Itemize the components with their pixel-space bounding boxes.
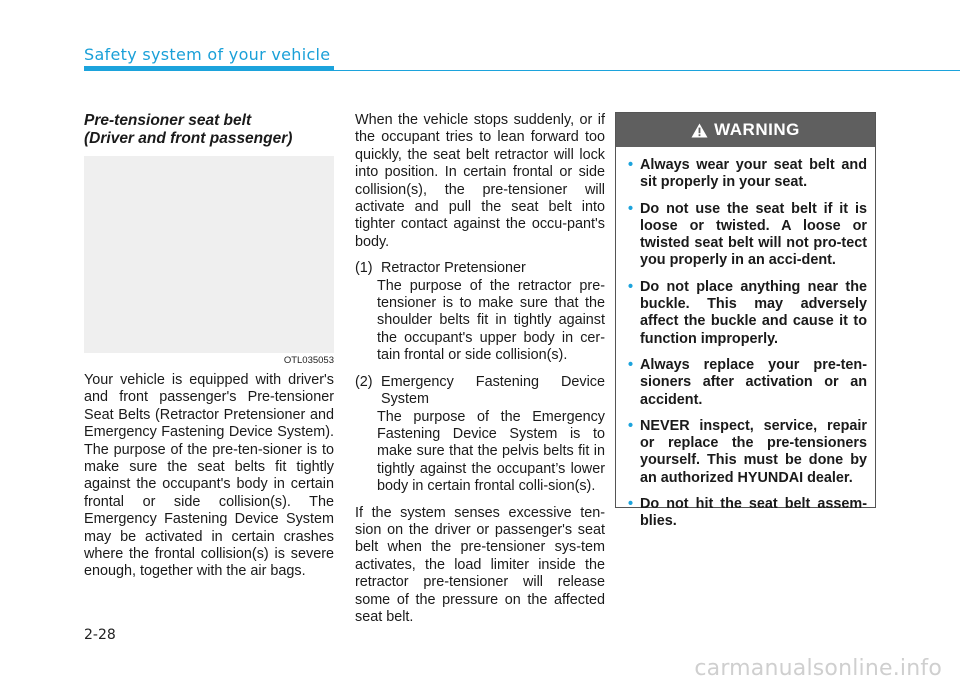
heading-line-1: Pre-tensioner seat belt	[84, 112, 252, 129]
list-item-retractor	[355, 260, 605, 364]
section-heading	[84, 112, 334, 148]
seat-belt-illustration	[84, 156, 334, 366]
list-body: The purpose of the retractor pre-tensioner is to make sure that the shoulder belts fit in tightly against the occupant's upper body in cer-tain frontal or side collision(s).	[377, 277, 605, 364]
header-rule-thick	[84, 66, 334, 71]
intro-paragraph: When the vehicle stops suddenly, or if the occupant tries to lean forward too quickly, the seat belt retractor will lock into position. In certain frontal or side collision(s), the pre-tensioner will activate and pull the seat belt into tighter contact against the occu-pant's body.	[355, 112, 605, 250]
image-code: OTL035053	[283, 355, 334, 366]
list-number: (1)	[355, 260, 373, 277]
middle-column	[355, 112, 605, 635]
warning-title: WARNING	[714, 120, 800, 139]
warning-list	[616, 147, 875, 531]
watermark: carmanualsonline.info	[694, 656, 942, 681]
warning-header	[616, 113, 875, 147]
section-title: Safety system of your vehicle	[84, 45, 331, 64]
page-number: 2-28	[84, 627, 116, 643]
list-title: Retractor Pretensioner	[381, 260, 526, 277]
warning-item: • Do not use the seat belt if it is loose or twisted. A loose or twisted seat belt will not pro-tect you properly in an acci-dent.	[628, 200, 867, 269]
outro-paragraph: If the system senses excessive ten-sion on the driver or passenger's seat belt when the pre-tensioner sys-tem activates, the load limiter inside the retractor pre-tensioner will release some of the pressure on the affected seat belt.	[355, 504, 605, 625]
warning-triangle-icon	[691, 123, 708, 138]
list-item-emergency-fastening	[355, 374, 605, 496]
left-column	[84, 112, 334, 590]
header-rule-thin	[334, 70, 960, 71]
warning-item: • Do not place anything near the buckle. This may adversely affect the buckle and cause it to function improperly.	[628, 278, 867, 347]
warning-item: • Always wear your seat belt and sit properly in your seat.	[628, 157, 867, 191]
heading-line-2: (Driver and front passenger)	[84, 130, 293, 147]
warning-box	[615, 112, 876, 530]
warning-item: • NEVER inspect, service, repair or replace the pre-tensioners yourself. This must be done by an authorized HYUNDAI dealer.	[628, 417, 867, 486]
body-paragraph: Your vehicle is equipped with driver's and front passenger's Pre-tensioner Seat Belts (Retractor Pretensioner and Emergency Fastening Device System). The purpose of the pre-ten-sioner is to make sure the seat belts fit tightly against the occupant's body in certain frontal or side collision(s). The Emergency Fastening Device System may be activated in certain crashes where the frontal collision(s) is severe enough, together with the air bags.	[84, 372, 334, 580]
list-title: Emergency Fastening Device System	[381, 373, 605, 408]
warning-item: • Do not hit the seat belt assem-blies.	[628, 496, 867, 530]
warning-item: • Always replace your pre-ten-sioners after activation or an accident.	[628, 356, 867, 408]
list-body: The purpose of the Emergency Fastening Device System is to make sure that the pelvis belts fit in tightly against the occupant’s lower body in certain frontal colli-sion(s).	[377, 408, 605, 495]
list-number: (2)	[355, 373, 373, 390]
